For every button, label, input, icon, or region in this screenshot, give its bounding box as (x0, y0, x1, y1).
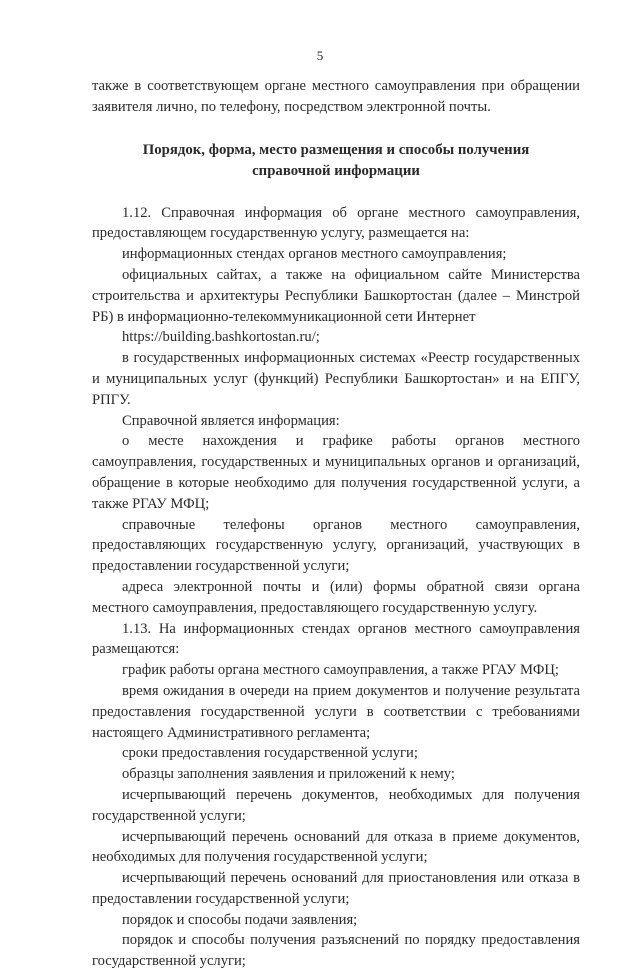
paragraph-work-schedule: график работы органа местного самоуправления, а также РГАУ МФЦ; (122, 662, 559, 679)
paragraph-email: адреса электронной почты и (или) формы обратной связи органа местного самоуправления, предоставляющего государственную услугу. (92, 578, 580, 616)
paragraph-1-12: 1.12. Справочная информация об органе местного самоуправления, предоставляющем государственную услугу, размещается на: (92, 204, 580, 242)
section-heading-line-2: справочной информации (252, 162, 420, 179)
paragraph-samples: образцы заполнения заявления и приложений к нему; (122, 766, 455, 783)
paragraph-documents-list: исчерпывающий перечень документов, необходимых для получения государственной услуги; (92, 786, 580, 824)
intro-paragraph: также в соответствующем органе местного самоуправления при обращении заявителя лично, по телефону, посредством электронной почты. (92, 78, 580, 115)
paragraph-clarification-methods: порядок и способы получения разъяснений по порядку предоставления государственной услуги; (92, 932, 580, 970)
paragraph-submission-methods: порядок и способы подачи заявления; (122, 911, 358, 928)
paragraph-location-schedule: о месте нахождения и графике работы органов местного самоуправления, государственных и муниципальных органов и организаций, обращение в которые необходимо для получения государственной услуги, а также РГАУ МФЦ; (92, 433, 580, 512)
paragraph-suspension-grounds: исчерпывающий перечень оснований для приостановления или отказа в предоставлении государственной услуги; (92, 870, 580, 907)
ministry-url: https://building.bashkortostan.ru/; (122, 329, 320, 346)
paragraph-waiting-time: время ожидания в очереди на прием документов и получение результата предоставления государственной услуги в соответствии с требованиями настоящего Административного регламента; (92, 682, 580, 741)
paragraph-official-sites: официальных сайтах, а также на официальном сайте Министерства строительства и архитектуры Республики Башкортостан (далее – Минстрой РБ) в информационно-телекоммуникационной сети Интернет (92, 266, 580, 325)
section-heading (92, 140, 580, 182)
paragraph-info-stands: информационных стендах органов местного самоуправления; (122, 246, 507, 263)
paragraph-refusal-grounds: исчерпывающий перечень оснований для отказа в приеме документов, необходимых для получения государственной услуги; (92, 828, 580, 866)
paragraph-terms: сроки предоставления государственной услуги; (122, 745, 418, 762)
paragraph-reference-info: Справочной является информация: (122, 412, 340, 429)
section-heading-line-1: Порядок, форма, место размещения и способы получения (142, 141, 530, 158)
page-number: 5 (316, 48, 324, 63)
document-body (92, 76, 580, 972)
paragraph-phones: справочные телефоны органов местного самоуправления, предоставляющих государственную услугу, организаций, участвующих в предоставлении государственной услуги; (92, 516, 580, 575)
paragraph-1-13: 1.13. На информационных стендах органов местного самоуправления размещаются: (92, 620, 580, 658)
paragraph-state-systems: в государственных информационных системах «Реестр государственных и муниципальных услуг (функций) Республики Башкортостан» и на ЕПГУ, РПГУ. (92, 350, 580, 408)
